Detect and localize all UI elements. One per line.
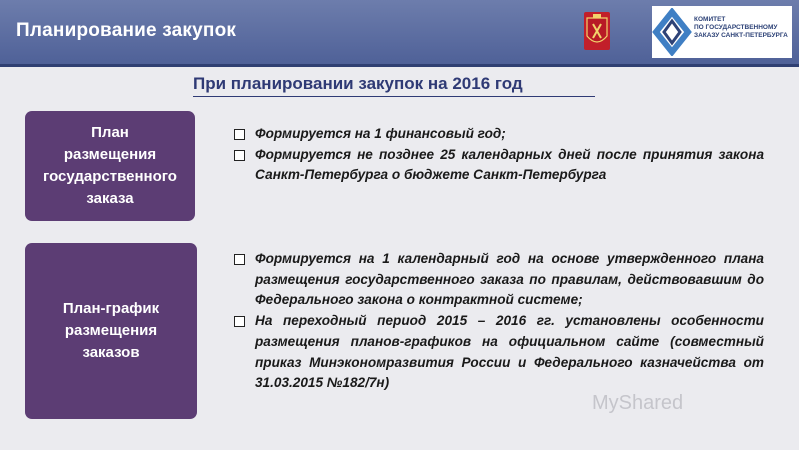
coat-of-arms-icon bbox=[584, 12, 610, 50]
bullet-text: Формируется не позднее 25 календарных дней после принятия закона Санкт-Петербурга о бюджете Санкт-Петербурга bbox=[255, 146, 764, 183]
bullet-text: Формируется на 1 календарный год на основе утвержденного плана размещения государственного заказа по правилам, действовавшим до Федерального закона о контрактной системе; bbox=[255, 251, 764, 308]
box-label-line: заказа bbox=[86, 190, 134, 207]
checkbox-bullet-icon bbox=[234, 254, 245, 265]
section-subtitle: При планировании закупок на 2016 год bbox=[193, 74, 595, 97]
box-label-line: План-график bbox=[62, 300, 160, 317]
box-label-line: План bbox=[91, 124, 129, 141]
logo-line: ПО ГОСУДАРСТВЕННОМУ bbox=[694, 24, 778, 31]
schedule-label-box bbox=[25, 243, 197, 419]
bullet-item bbox=[234, 249, 764, 311]
watermark: MyShared bbox=[592, 392, 684, 414]
box-label-line: государственного bbox=[43, 168, 177, 185]
logo-line: КОМИТЕТ bbox=[694, 16, 726, 23]
checkbox-bullet-icon bbox=[234, 316, 245, 327]
checkbox-bullet-icon bbox=[234, 129, 245, 140]
plan-label-box bbox=[25, 111, 195, 221]
schedule-bullet-list bbox=[234, 249, 764, 394]
logo-text bbox=[694, 16, 790, 40]
checkbox-bullet-icon bbox=[234, 150, 245, 161]
bullet-text: На переходный период 2015 – 2016 гг. установлены особенности размещения планов-графиков на официальном сайте (совместный приказ Минэкономразвития России и Федерального казначейства от 31.03.2015 №182/7н) bbox=[255, 313, 764, 391]
box-label-line: размещения bbox=[64, 322, 158, 339]
bullet-item bbox=[234, 145, 764, 186]
page-title: Планирование закупок bbox=[16, 20, 237, 41]
header-bar bbox=[0, 0, 799, 67]
box-label-line: размещения bbox=[63, 146, 157, 163]
box-label-line: заказов bbox=[82, 344, 140, 361]
committee-logo bbox=[652, 6, 792, 58]
bullet-text: Формируется на 1 финансовый год; bbox=[255, 126, 506, 141]
bullet-item bbox=[234, 124, 764, 145]
bullet-item bbox=[234, 311, 764, 394]
committee-logo-icon bbox=[652, 8, 694, 56]
plan-bullet-list bbox=[234, 124, 764, 186]
logo-line: ЗАКАЗУ САНКТ-ПЕТЕРБУРГА bbox=[694, 32, 788, 39]
